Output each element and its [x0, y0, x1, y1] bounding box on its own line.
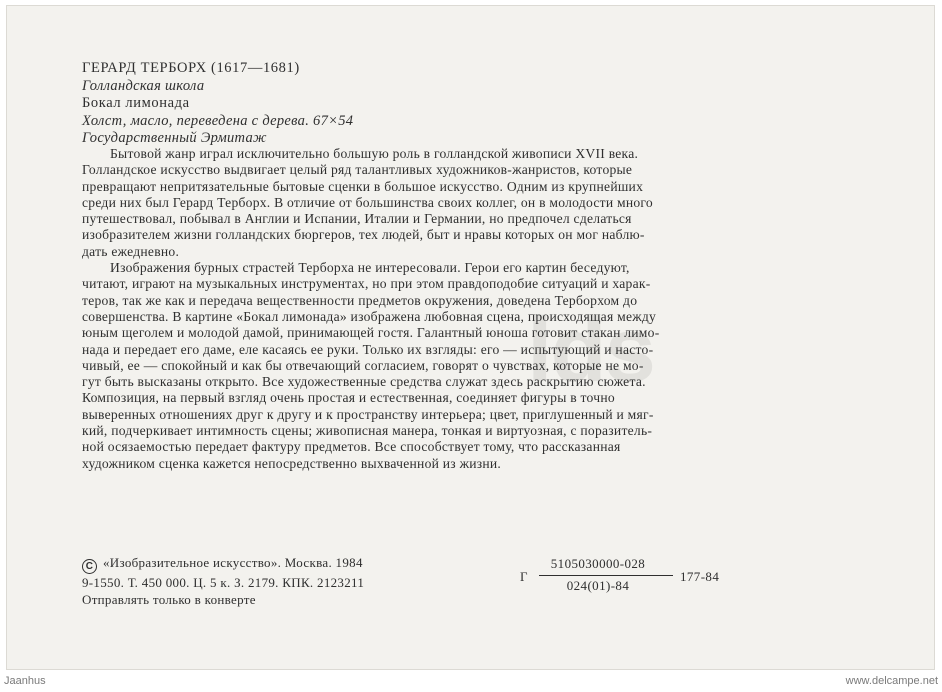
artwork-caption	[82, 60, 353, 148]
publisher-text: «Изобразительное искусство». Москва. 1984	[103, 555, 363, 570]
index-tail: 177-84	[680, 569, 720, 584]
watermark-text: lds	[527, 299, 654, 401]
artist-name: ГЕРАРД ТЕРБОРХ (1617—1681)	[82, 60, 300, 76]
text-line: выверенных отношениях друг к другу и к пространству интерьера; цвет, приглушенный и мяг-	[82, 406, 654, 422]
text-line: превращают непритязательные бытовые сценки в большое искусство. Одним из крупнейших	[82, 178, 644, 194]
text-line: путешествовал, побывал в Англии и Испании, Италии и Германии, но предпочел сделаться	[82, 211, 632, 227]
copyright-icon: C	[82, 559, 97, 574]
print-data: 9-1550. Т. 450 000. Ц. 5 к. З. 2179. КПК. 2123211	[82, 575, 365, 590]
text-line: нада и передает его даме, еле касаясь ее руки. Только их взгляды: его — испытующий и насто-	[82, 341, 654, 357]
text-line: художником сценка кажется непосредственно выхваченной из жизни.	[82, 455, 502, 471]
artwork-medium: Холст, масло, переведена с дерева. 67×54	[82, 112, 354, 129]
fraction-rule	[539, 575, 673, 576]
index-denominator: 024(01)-84	[566, 578, 630, 593]
artwork-title: Бокал лимонада	[82, 95, 190, 111]
source-credit: Jaanhus	[4, 675, 46, 687]
index-numerator: 5105030000-028	[550, 556, 646, 571]
text-line: Изображения бурных страстей Терборха не интересовали. Герои его картин беседуют,	[110, 260, 630, 276]
text-line: дать ежедневно.	[82, 243, 180, 259]
text-line: Голландское искусство выдвигает целый ряд талантливых художников-жанристов, которые	[82, 162, 633, 178]
museum-name: Государственный Эрмитаж	[82, 130, 267, 146]
publisher-imprint	[82, 554, 364, 608]
description-text	[82, 146, 722, 472]
text-line: изобразителем жизни голландских бюргеров, тех людей, быт и нравы которых он мог наблю-	[82, 227, 645, 243]
index-letter: Г	[520, 569, 528, 584]
text-line: совершенства. В картине «Бокал лимонада» изображена любовная сцена, происходящая между	[82, 308, 657, 324]
site-credit: www.delcampe.net	[845, 675, 938, 687]
text-line: Композиция, на первый взгляд очень простая и естественная, соединяет фигуры в точно	[82, 390, 615, 406]
mail-note: Отправлять только в конверте	[82, 592, 256, 607]
school-label: Голландская школа	[82, 77, 205, 94]
text-line: ной осязаемостью передает фактуру предметов. Все способствует тому, что рассказанная	[82, 439, 621, 455]
text-line: юным щеголем и молодой дамой, принимающей гостя. Галантный юноша готовит стакан лимо-	[82, 325, 660, 341]
image-footer	[0, 672, 942, 692]
text-line: Бытовой жанр играл исключительно большую роль в голландской живописи XVII века.	[110, 146, 639, 161]
text-line: кий, подчеркивает интимность сцены; живописная манера, тонкая и виртуозная, с поразитель-	[82, 423, 653, 439]
text-line: читают, играют на музыкальных инструментах, но при этом правдоподобие ситуаций и харак-	[82, 276, 651, 292]
text-line: чивый, ее — спокойный и как бы отвечающий согласием, говорят о чувствах, которые не мо-	[82, 357, 644, 373]
text-line: среди них был Герард Терборх. В отличие от большинства своих коллег, он в молодости много	[82, 194, 653, 210]
text-line: теров, так же как и передача вещественности предметов окружения, доведена Терборхом до	[82, 292, 638, 308]
text-line: гут быть высказаны открыто. Все художественные средства служат здесь раскрытию сюжета.	[82, 374, 646, 390]
copyright-line	[82, 554, 364, 574]
